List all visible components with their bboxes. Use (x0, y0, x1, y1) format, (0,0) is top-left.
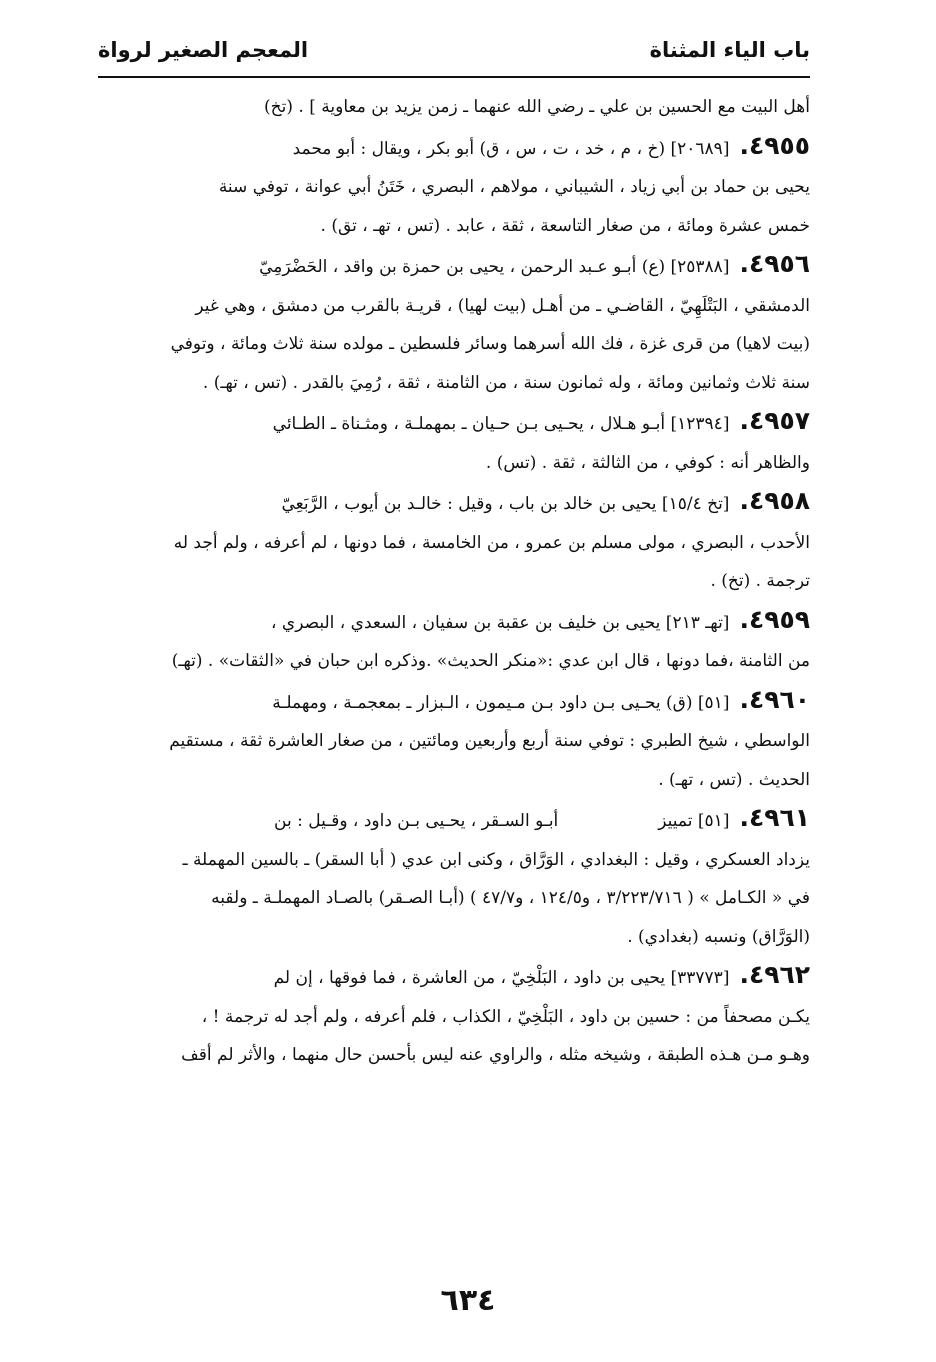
text-line: سنة ثلاث وثمانين ومائة ، وله ثمانون سنة ، من الثامنة ، ثقة ، رُمِيَ بالقدر . (تس ، تهـ) . (202, 372, 810, 393)
entry-number: ٤٩٥٩. (739, 604, 810, 634)
body-text (98, 88, 810, 1075)
header-rule (98, 76, 810, 78)
text-line: (الوَرَّاق) ونسبه (بغدادي) . (627, 926, 810, 947)
entry-text: [١٢٣٩٤] أبـو هـلال ، يحـيى بـن حـيان ـ بمهملـة ، ومثـناة ـ الطـائي (272, 414, 730, 434)
text-line: من الثامنة ،فما دونها ، قال ابن عدي :«منكر الحديث» .وذكره ابن حبان في «الثقات» . (تهـ) (171, 651, 810, 671)
entry-text: [٣٣٧٧٣] يحيى بن داود ، البَلْخِيّ ، من العاشرة ، فما فوقها ، إن لم (273, 968, 730, 988)
text-line: أهل البيت مع الحسين بن علي ـ رضي الله عنهما ـ زمن يزيد بن معاوية ] . (تخ) (264, 97, 810, 117)
text-line: (بيت لاهيا) من قرى غزة ، فك الله أسرهما وسائر فلسطين ـ مولده سنة ثلاث ومائة ، وتوفي (170, 334, 810, 354)
entry-number: ٤٩٥٥. (739, 130, 810, 160)
text-line: ترجمة . (تخ) . (710, 571, 810, 591)
text-line: والظاهر أنه : كوفي ، من الثالثة ، ثقة . (تس) . (485, 452, 810, 473)
entry-text: [٢٥٣٨٨] (ع) أبـو عـبد الرحمن ، يحيى بن حمزة بن واقد ، الحَضْرَمِيّ (259, 257, 730, 277)
entry-number: ٤٩٦٢. (739, 960, 810, 989)
entry-text: [٢٠٦٨٩] (خ ، م ، خد ، ت ، س ، ق) أبو بكر ، ويقال : أبو محمد (292, 138, 730, 159)
entry-number: ٤٩٥٦. (739, 249, 810, 278)
entry-number: ٤٩٥٨. (739, 486, 810, 515)
page-number: ٦٣٤ (440, 1283, 496, 1318)
entry-text: [تهـ ٢١٣] يحيى بن خليف بن عقبة بن سفيان ، السعدي ، البصري ، (271, 612, 730, 633)
entry-4958 (98, 482, 810, 524)
entry-number: ٤٩٥٧. (739, 406, 810, 435)
entry-4962 (98, 956, 810, 998)
text-line: الدمشقي ، البَتْلَهِيّ ، القاضـي ـ من أهـل (بيت لهيا) ، قريـة بالقرب من دمشق ، وهي غير (195, 295, 810, 316)
entry-4961 (98, 799, 810, 841)
entry-text: [تخ ١٥/٤] يحيى بن خالد بن باب ، وقيل : خالـد بن أيوب ، الرَّبَعِيّ (281, 494, 730, 514)
text-line: وهـو مـن هـذه الطبقة ، وشيخه مثله ، والراوي عنه ليس بأحسن حال منهما ، والأثر لم أقف (181, 1045, 810, 1065)
entry-text-continued: أبـو السـقر ، يحـيى بـن داود ، وقـيل : بن (274, 811, 559, 831)
entry-4960 (98, 681, 810, 723)
text-line: يحيى بن حماد بن أبي زياد ، الشيباني ، مولاهم ، البصري ، خَتَنُ أبي عوانة ، توفي سنة (218, 177, 810, 197)
entry-4956 (98, 245, 810, 287)
running-header (98, 30, 810, 70)
text-line: يكـن مصحفاً من : حسين بن داود ، البَلْخِيّ ، الكذاب ، فلم أعرفه ، ولم أجد له ترجمة ! ، (201, 1006, 810, 1027)
text-line: يزداد العسكري ، وقيل : البغدادي ، الوَرَّاق ، وكنى ابن عدي ( أبا السقر) ـ بالسين المهملة ـ (182, 849, 810, 870)
entry-text: [٥١] (ق) يحـيى بـن داود بـن مـيمون ، الـبزار ـ بمعجمـة ، ومهملـة (272, 692, 730, 713)
chapter-title: باب الياء المثناة (649, 38, 810, 62)
entry-text: [٥١] تمييز (658, 811, 730, 831)
text-line: الواسطي ، شيخ الطبري : توفي سنة أربع وأربعين ومائتين ، من صغار العاشرة ثقة ، مستقيم (169, 731, 810, 751)
entry-4955 (98, 127, 810, 169)
text-line: الأحدب ، البصري ، مولى مسلم بن عمرو ، من الخامسة ، فما دونها ، لم أعرفه ، ولم أجد له (173, 532, 810, 553)
text-line: خمس عشرة ومائة ، من صغار التاسعة ، ثقة ، عابد . (تس ، تهـ ، تق) . (320, 215, 810, 236)
text-line: الحديث . (تس ، تهـ) . (658, 769, 810, 790)
text-line: في « الكـامل » ( ٣/٢٢٣/٧١٦ ، و١٢٤/٥ ، و٤٧/٧ ) (أبـا الصـقر) بالصـاد المهملـة ـ ولقبه (211, 888, 810, 908)
entry-4959 (98, 601, 810, 643)
entry-4957 (98, 402, 810, 444)
entry-number: ٤٩٦١. (739, 803, 810, 832)
book-title: المعجم الصغير لرواة (98, 38, 309, 62)
entry-number: ٤٩٦٠. (739, 684, 810, 714)
